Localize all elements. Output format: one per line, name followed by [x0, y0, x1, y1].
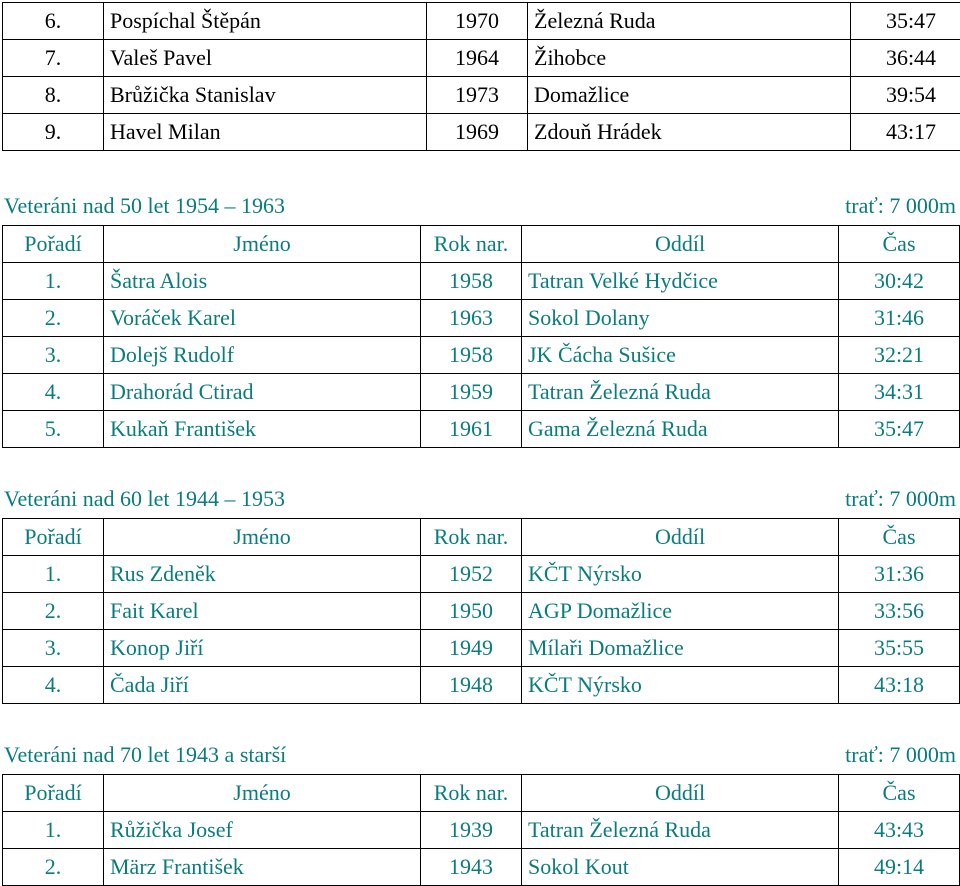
- time-cell: 34:31: [839, 374, 960, 411]
- time-cell: 49:14: [839, 849, 960, 886]
- rank-cell: 2.: [3, 593, 104, 630]
- club-cell: Mílaři Domažlice: [522, 630, 839, 667]
- table-row: [3, 77, 960, 114]
- category-heading: [4, 484, 956, 514]
- club-cell: Tatran Velké Hydčice: [522, 263, 839, 300]
- club-cell: Tatran Železná Ruda: [522, 374, 839, 411]
- club-cell: KČT Nýrsko: [522, 667, 839, 704]
- year-cell: 1939: [421, 812, 522, 849]
- table-row: [3, 593, 960, 630]
- year-cell: 1963: [421, 300, 522, 337]
- rank-cell: 4.: [3, 667, 104, 704]
- table-row: [3, 630, 960, 667]
- name-cell: Havel Milan: [104, 114, 427, 151]
- time-cell: 32:21: [839, 337, 960, 374]
- column-header-club: Oddíl: [522, 519, 839, 556]
- time-cell: 36:44: [851, 40, 960, 77]
- club-cell: Tatran Železná Ruda: [522, 812, 839, 849]
- category-title: Veteráni nad 60 let 1944 – 1953: [4, 486, 286, 511]
- table-row: [3, 337, 960, 374]
- time-cell: 31:46: [839, 300, 960, 337]
- column-header-time: Čas: [839, 226, 960, 263]
- name-cell: Voráček Karel: [104, 300, 421, 337]
- table-row: [3, 114, 960, 151]
- table-row: [3, 849, 960, 886]
- year-cell: 1952: [421, 556, 522, 593]
- club-cell: JK Čácha Sušice: [522, 337, 839, 374]
- year-cell: 1948: [421, 667, 522, 704]
- year-cell: 1949: [421, 630, 522, 667]
- year-cell: 1961: [421, 411, 522, 448]
- year-cell: 1943: [421, 849, 522, 886]
- rank-cell: 5.: [3, 411, 104, 448]
- category-title: Veteráni nad 70 let 1943 a starší: [4, 742, 287, 767]
- year-cell: 1970: [427, 3, 528, 40]
- table-header-row: [3, 226, 960, 263]
- table-header-row: [3, 775, 960, 812]
- name-cell: Brůžička Stanislav: [104, 77, 427, 114]
- results-table: [2, 225, 960, 448]
- year-cell: 1958: [421, 263, 522, 300]
- results-table: [2, 774, 960, 886]
- rank-cell: 4.: [3, 374, 104, 411]
- results-table-continued: [2, 2, 960, 151]
- rank-cell: 3.: [3, 337, 104, 374]
- year-cell: 1959: [421, 374, 522, 411]
- column-header-club: Oddíl: [522, 775, 839, 812]
- name-cell: Pospíchal Štěpán: [104, 3, 427, 40]
- category-heading: [4, 191, 956, 221]
- time-cell: 35:47: [851, 3, 960, 40]
- time-cell: 35:55: [839, 630, 960, 667]
- rank-cell: 8.: [3, 77, 104, 114]
- club-cell: Železná Ruda: [528, 3, 851, 40]
- year-cell: 1950: [421, 593, 522, 630]
- name-cell: Fait Karel: [104, 593, 421, 630]
- column-header-name: Jméno: [104, 226, 421, 263]
- column-header-rank: Pořadí: [3, 519, 104, 556]
- name-cell: Konop Jiří: [104, 630, 421, 667]
- rank-cell: 1.: [3, 263, 104, 300]
- column-header-name: Jméno: [104, 519, 421, 556]
- name-cell: März František: [104, 849, 421, 886]
- club-cell: Žihobce: [528, 40, 851, 77]
- rank-cell: 7.: [3, 40, 104, 77]
- year-cell: 1973: [427, 77, 528, 114]
- column-header-rank: Pořadí: [3, 775, 104, 812]
- time-cell: 31:36: [839, 556, 960, 593]
- category-heading: [4, 740, 956, 770]
- rank-cell: 6.: [3, 3, 104, 40]
- table-row: [3, 374, 960, 411]
- time-cell: 43:43: [839, 812, 960, 849]
- category-distance: trať: 7 000m: [845, 486, 956, 511]
- club-cell: AGP Domažlice: [522, 593, 839, 630]
- time-cell: 43:17: [851, 114, 960, 151]
- category-title: Veteráni nad 50 let 1954 – 1963: [4, 193, 286, 218]
- table-row: [3, 556, 960, 593]
- category-distance: trať: 7 000m: [845, 742, 956, 767]
- name-cell: Rus Zdeněk: [104, 556, 421, 593]
- column-header-year: Rok nar.: [421, 226, 522, 263]
- rank-cell: 2.: [3, 849, 104, 886]
- column-header-year: Rok nar.: [421, 775, 522, 812]
- year-cell: 1964: [427, 40, 528, 77]
- club-cell: Sokol Kout: [522, 849, 839, 886]
- results-table: [2, 518, 960, 704]
- column-header-rank: Pořadí: [3, 226, 104, 263]
- column-header-club: Oddíl: [522, 226, 839, 263]
- time-cell: 43:18: [839, 667, 960, 704]
- rank-cell: 2.: [3, 300, 104, 337]
- table-row: [3, 300, 960, 337]
- name-cell: Valeš Pavel: [104, 40, 427, 77]
- column-header-time: Čas: [839, 519, 960, 556]
- name-cell: Dolejš Rudolf: [104, 337, 421, 374]
- rank-cell: 9.: [3, 114, 104, 151]
- table-row: [3, 40, 960, 77]
- club-cell: Domažlice: [528, 77, 851, 114]
- time-cell: 35:47: [839, 411, 960, 448]
- name-cell: Čada Jiří: [104, 667, 421, 704]
- table-row: [3, 667, 960, 704]
- table-row: [3, 3, 960, 40]
- club-cell: Gama Železná Ruda: [522, 411, 839, 448]
- table-header-row: [3, 519, 960, 556]
- name-cell: Drahorád Ctirad: [104, 374, 421, 411]
- time-cell: 33:56: [839, 593, 960, 630]
- time-cell: 30:42: [839, 263, 960, 300]
- club-cell: Zdouň Hrádek: [528, 114, 851, 151]
- rank-cell: 1.: [3, 556, 104, 593]
- table-row: [3, 812, 960, 849]
- column-header-name: Jméno: [104, 775, 421, 812]
- name-cell: Šatra Alois: [104, 263, 421, 300]
- time-cell: 39:54: [851, 77, 960, 114]
- table-row: [3, 411, 960, 448]
- rank-cell: 1.: [3, 812, 104, 849]
- club-cell: Sokol Dolany: [522, 300, 839, 337]
- name-cell: Kukaň František: [104, 411, 421, 448]
- name-cell: Růžička Josef: [104, 812, 421, 849]
- year-cell: 1958: [421, 337, 522, 374]
- column-header-year: Rok nar.: [421, 519, 522, 556]
- table-row: [3, 263, 960, 300]
- rank-cell: 3.: [3, 630, 104, 667]
- club-cell: KČT Nýrsko: [522, 556, 839, 593]
- column-header-time: Čas: [839, 775, 960, 812]
- category-distance: trať: 7 000m: [845, 193, 956, 218]
- year-cell: 1969: [427, 114, 528, 151]
